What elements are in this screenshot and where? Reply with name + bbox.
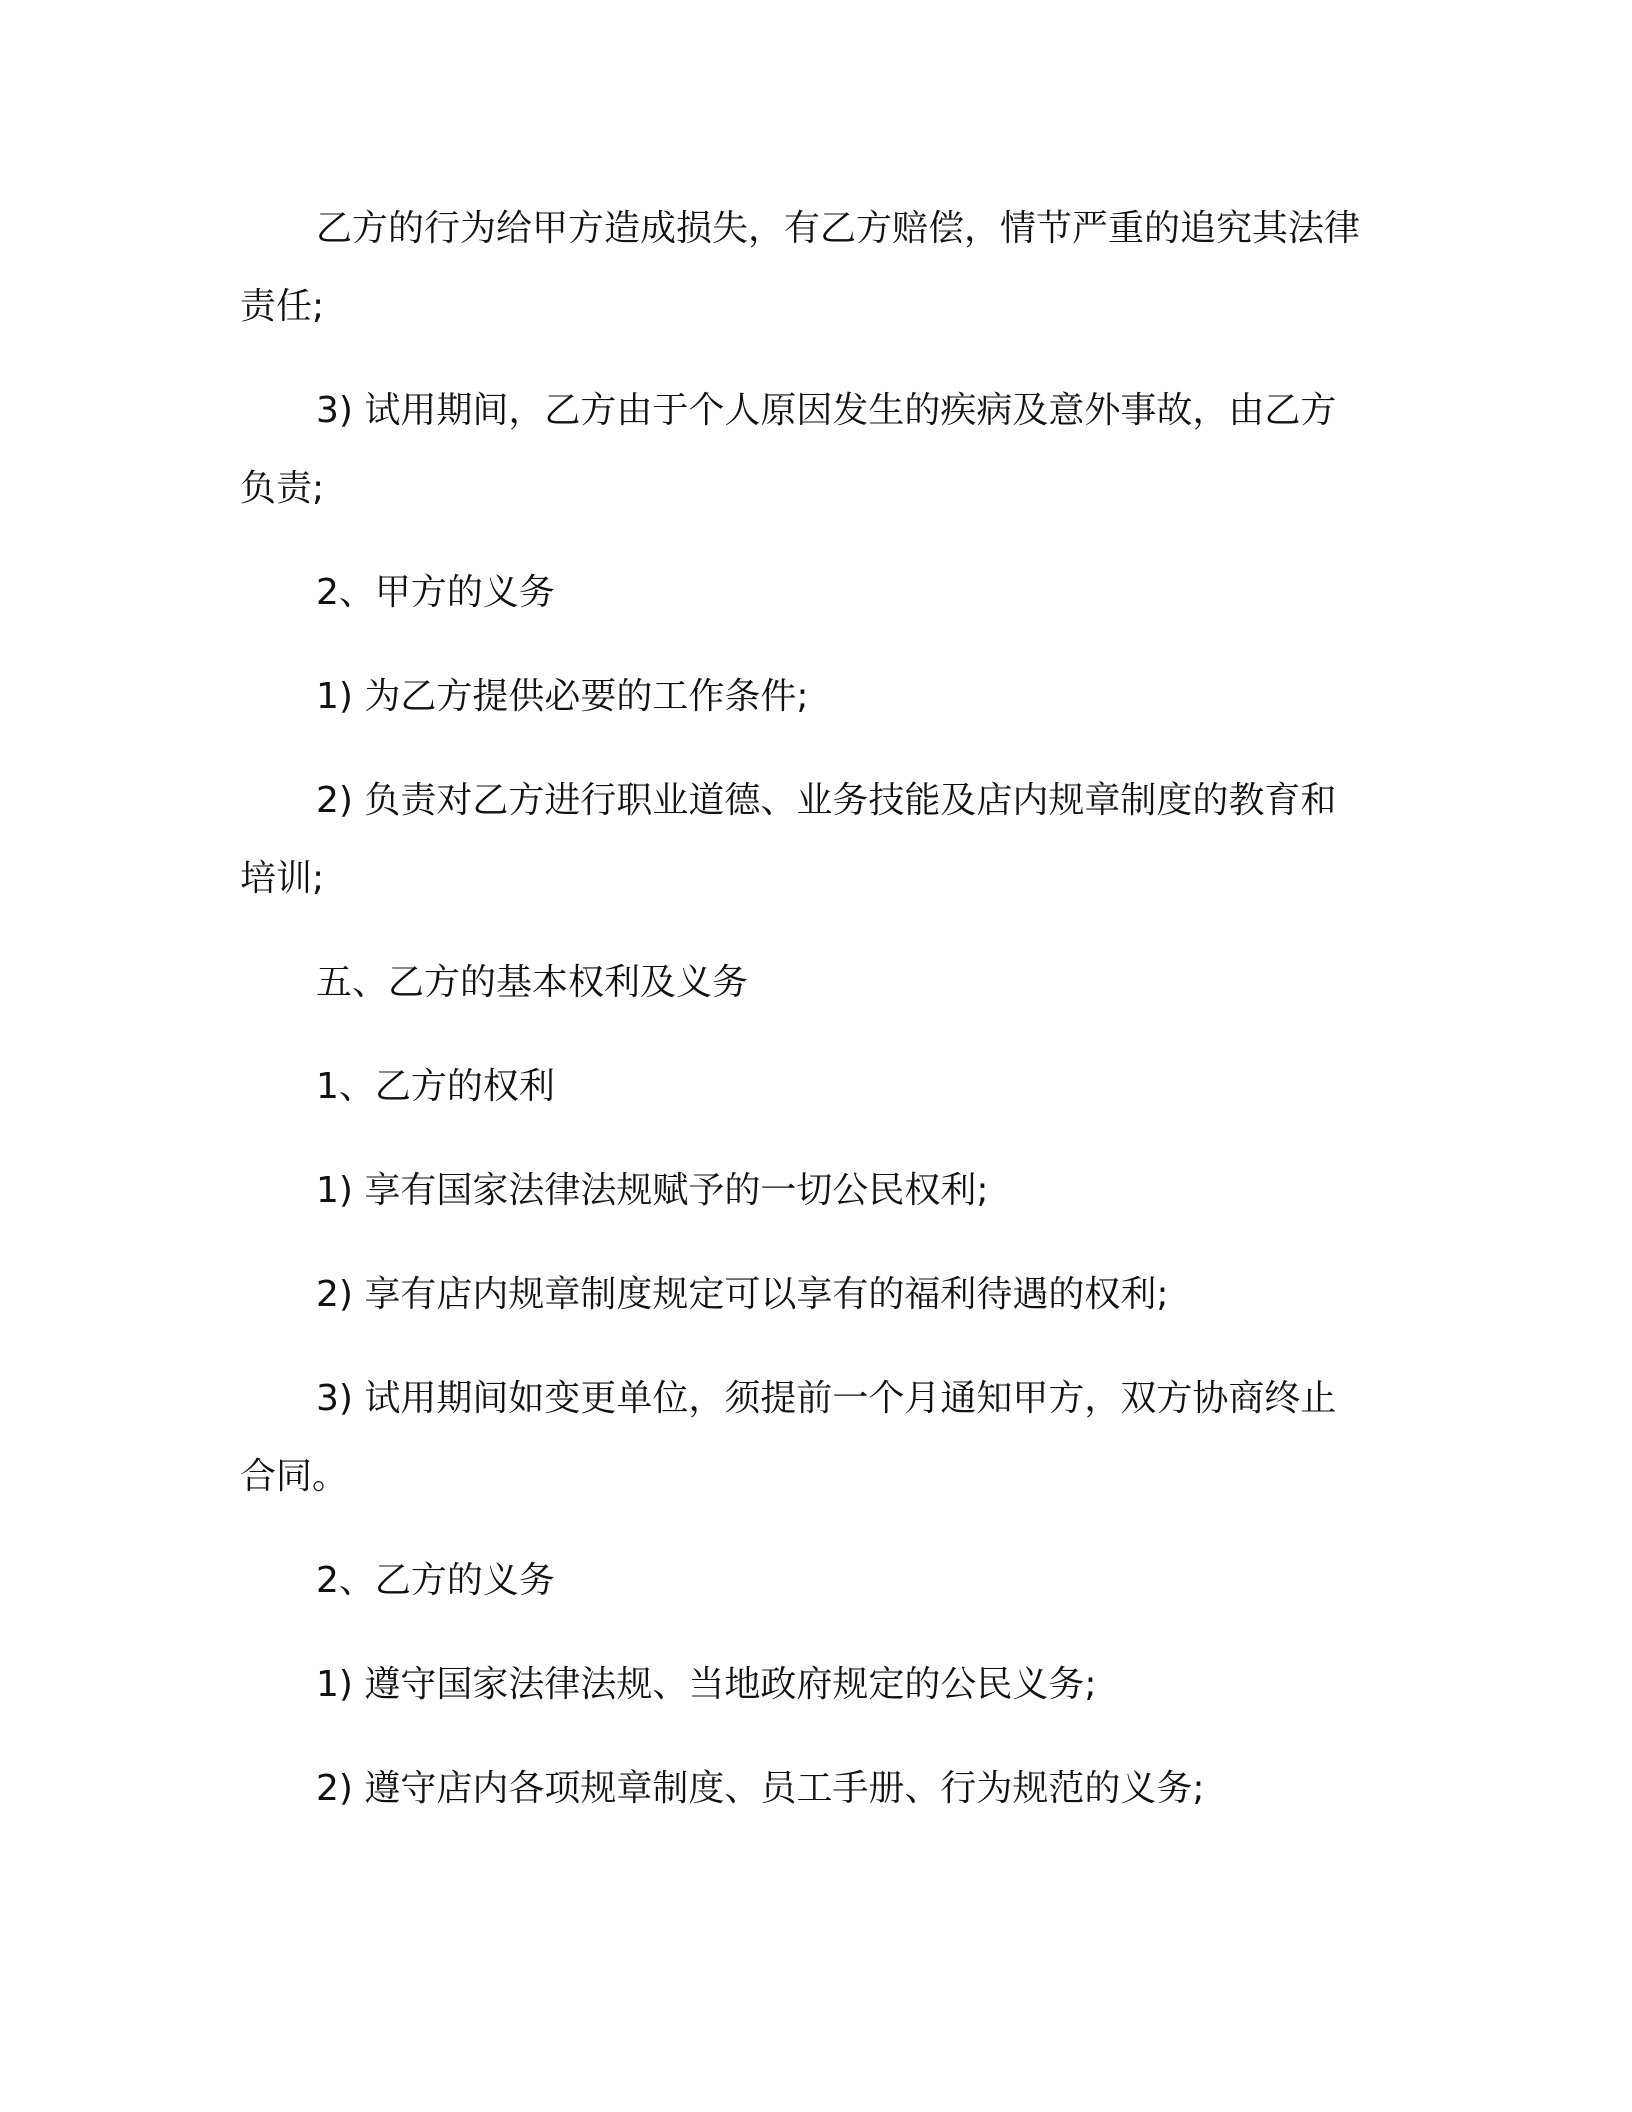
- document-body: [240, 190, 1360, 1854]
- paragraph-work-conditions: 1) 为乙方提供必要的工作条件;: [316, 676, 809, 717]
- paragraph-training: 2) 负责对乙方进行职业道德、业务技能及店内规章制度的教育和培训;: [240, 780, 1337, 899]
- paragraph-civil-rights: 1) 享有国家法律法规赋予的一切公民权利;: [316, 1170, 989, 1211]
- paragraph-change-employer: 3) 试用期间如变更单位，须提前一个月通知甲方，双方协商终止合同。: [240, 1378, 1337, 1497]
- paragraph-store-rules: 2) 遵守店内各项规章制度、员工手册、行为规范的义务;: [316, 1768, 1205, 1809]
- paragraph-civil-obligations: 1) 遵守国家法律法规、当地政府规定的公民义务;: [316, 1664, 1097, 1705]
- paragraph-liability: 乙方的行为给甲方造成损失，有乙方赔偿，情节严重的追究其法律责任;: [240, 208, 1361, 327]
- heading-party-a-obligations: 2、甲方的义务: [316, 572, 555, 613]
- section-heading-party-b: 五、乙方的基本权利及义务: [316, 962, 749, 1003]
- heading-party-b-obligations: 2、乙方的义务: [316, 1560, 555, 1601]
- paragraph-trial-illness: 3) 试用期间，乙方由于个人原因发生的疾病及意外事故，由乙方负责;: [240, 390, 1337, 509]
- paragraph-welfare-rights: 2) 享有店内规章制度规定可以享有的福利待遇的权利;: [316, 1274, 1169, 1315]
- heading-party-b-rights: 1、乙方的权利: [316, 1066, 555, 1107]
